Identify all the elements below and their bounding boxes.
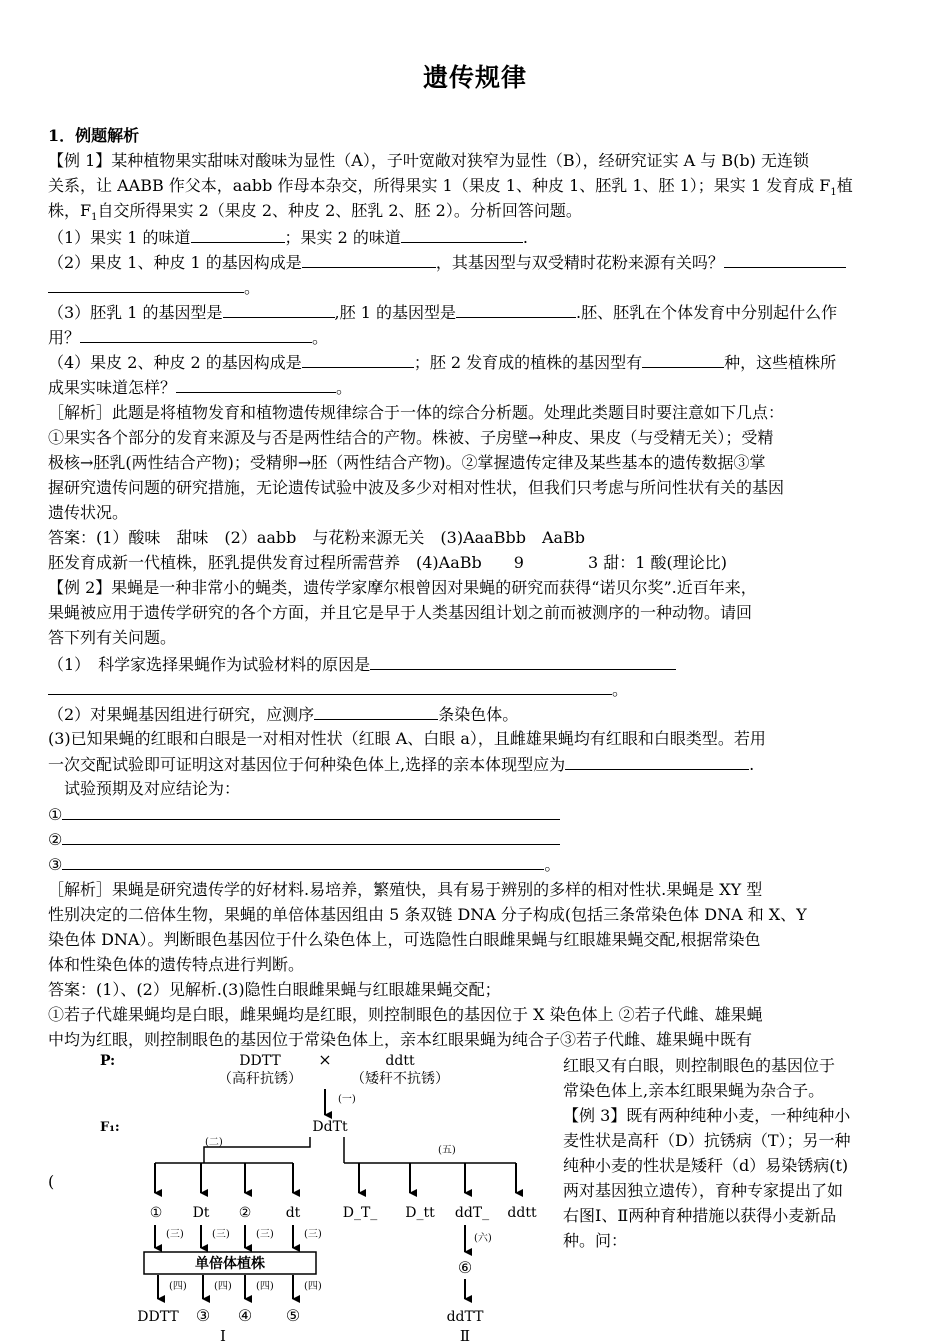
stray-parenthesis: (	[48, 1172, 55, 1191]
ex2-prediction-heading: 试验预期及对应结论为：	[48, 779, 241, 798]
ex2-conclusion-3: ③ 。	[48, 852, 906, 876]
ex3-line-5: 右图Ⅰ、Ⅱ两种育种措施以获得小麦新品	[563, 1206, 837, 1225]
step-label: (二)	[205, 1137, 223, 1148]
parent-1-phenotype: （高秆抗锈）	[218, 1071, 302, 1087]
cross-symbol: ×	[318, 1050, 332, 1069]
ex1-question-2-cont: 。	[48, 275, 906, 299]
step-label: (四)	[214, 1281, 232, 1292]
ex1-analysis-5: 遗传状况。	[48, 503, 129, 522]
step-label: (一)	[338, 1094, 356, 1105]
answer-blank[interactable]	[642, 350, 724, 368]
ex1-answer-2: 胚发育成新一代植株，胚乳提供发育过程所需营养 (4)AaBb 9 3 甜：1 酸(理论比)	[48, 553, 727, 572]
answer-blank[interactable]	[223, 300, 335, 318]
ex1-line-1: 【例 1】某种植物果实甜味对酸味为显性（A），子叶宽敞对狭窄为显性（B），经研究证实 A 与 B(b) 无连锁	[48, 151, 809, 170]
step-label: (三)	[212, 1229, 230, 1240]
ex1-analysis-4: 握研究遗传问题的研究措施，无论遗传试验中波及多少对相对性状，但我们只考虑与所问性状有关的基因	[48, 478, 785, 497]
f2-genotype: D_tt	[405, 1205, 435, 1221]
ex2-analysis-1: ［解析］果蝇是研究遗传学的好材料.易培养，繁殖快，具有易于辨别的多样的相对性状.果蝇是 XY 型	[48, 880, 763, 899]
ex1-answer-1: 答案：(1）酸味 甜味 (2）aabb 与花粉来源无关 (3)AaaBbb AaBb	[48, 528, 586, 547]
ex2-analysis-2: 性别决定的二倍体生物，果蝇的单倍体基因组由 5 条双链 DNA 分子构成(包括三条常染色体 DNA 和 X、Y	[48, 905, 807, 924]
f2-genotype: D_T_	[342, 1205, 378, 1221]
ex2-analysis-4: 体和性染色体的遗传特点进行判断。	[48, 955, 305, 974]
ex2-question-1: （1） 科学家选择果蝇作为试验材料的原因是	[48, 652, 906, 676]
f2-genotype: ddT_	[454, 1205, 490, 1221]
ex1-analysis-2: ①果实各个部分的发育来源及与否是两性结合的产物。株被、子房壁→种皮、果皮（与受精无关）；受精	[48, 428, 774, 447]
answer-blank[interactable]	[302, 250, 436, 268]
step-label: (五)	[438, 1145, 456, 1156]
answer-blank[interactable]	[80, 325, 312, 343]
page-title: 遗传规律	[422, 63, 527, 92]
parent-2-phenotype: （矮秆不抗锈）	[351, 1071, 449, 1087]
ex2-answer-2: ①若子代雄果蝇均是白眼，雌果蝇均是红眼，则控制眼色的基因位于 X 染色体上 ②若子代雌、雄果蝇	[48, 1005, 763, 1024]
answer-blank[interactable]	[48, 677, 612, 695]
step-result-six: ⑥	[457, 1258, 473, 1277]
result-label: ③	[195, 1306, 211, 1325]
answer-blank[interactable]	[48, 275, 244, 293]
ex2-analysis-3: 染色体 DNA）。判断眼色基因位于什么染色体上，可选隐性白眼雌果蝇与红眼雄果蝇交配,根据常染色	[48, 930, 761, 949]
ex3-line-3: 纯种小麦的性状是矮秆（d）易染锈病(t)	[563, 1156, 849, 1175]
parent-2-genotype: ddtt	[385, 1053, 415, 1069]
gamete-label: ②	[238, 1205, 252, 1221]
ex2-line-2: 果蝇被应用于遗传学研究的各个方面，并且它是早于人类基因组计划之前而被测序的一种动物。请回	[48, 603, 753, 622]
ex2-line-1: 【例 2】果蝇是一种非常小的蝇类，遗传学家摩尔根曾因对果蝇的研究而获得“诺贝尔奖”.近百年来，	[48, 578, 757, 597]
step-label: (三)	[256, 1229, 274, 1240]
ex1-question-3: （3）胚乳 1 的基因型是 ,胚 1 的基因型是 .胚、胚乳在个体发育中分别起什么作	[48, 300, 906, 324]
ex1-question-1: （1）果实 1 的味道 ；果实 2 的味道 .	[48, 225, 906, 249]
step-label: (三)	[304, 1229, 322, 1240]
ex2-question-3-cont: 一次交配试验即可证明这对基因位于何种染色体上,选择的亲本体现型应为 .	[48, 752, 906, 776]
result-genotype: ddTT	[446, 1309, 484, 1325]
method-label-ii: Ⅱ	[459, 1327, 471, 1344]
ex1-analysis-1: ［解析］此题是将植物发育和植物遗传规律综合于一体的综合分析题。处理此类题目时要注意如下几点：	[48, 403, 785, 422]
ex1-analysis-3: 极核→胚乳(两性结合产物)；受精卵→胚（两性结合产物)。②掌握遗传定律及某些基本的遗传数据③掌	[48, 453, 766, 472]
step-label: (四)	[256, 1281, 274, 1292]
answer-blank[interactable]	[565, 752, 749, 770]
answer-blank[interactable]	[724, 250, 846, 268]
ex3-line-4: 两对基因独立遗传），育种专家提出了如	[563, 1181, 844, 1200]
answer-blank[interactable]	[191, 225, 285, 243]
answer-blank[interactable]	[370, 652, 676, 670]
answer-blank[interactable]	[401, 225, 523, 243]
parent-1-genotype: DDTT	[239, 1053, 281, 1069]
ex2-line-3: 答下列有关问题。	[48, 628, 177, 647]
f1-generation-label: F₁:	[100, 1120, 120, 1135]
breeding-diagram	[40, 1045, 560, 1344]
step-label: (六)	[474, 1233, 492, 1244]
step-label: (三)	[166, 1229, 184, 1240]
ex1-question-4-cont: 成果实味道怎样？ 。	[48, 375, 906, 399]
ex2-question-3: (3)已知果蝇的红眼和白眼是一对相对性状（红眼 A、白眼 a），且雌雄果蝇均有红眼和白眼类型。若用	[48, 729, 766, 748]
gamete-label: Dt	[192, 1205, 210, 1221]
ex1-line-2: 关系，让 AABB 作父本，aabb 作母本杂交，所得果实 1（果皮 1、种皮 1、胚乳 1、胚 1）；果实 1 发育成 $F_1$植	[48, 176, 853, 198]
ex1-question-4: （4）果皮 2、种皮 2 的基因构成是 ；胚 2 发育成的植株的基因型有 种，这些植株所	[48, 350, 906, 374]
ex3-line-6: 种。问：	[563, 1231, 628, 1250]
ex2-question-2: （2）对果蝇基因组进行研究，应测序 条染色体。	[48, 702, 906, 726]
ex2-answer-5: 常染色体上,亲本红眼果蝇为杂合子。	[563, 1081, 825, 1100]
f1-genotype: DdTt	[312, 1119, 348, 1135]
method-label-i: Ⅰ	[220, 1327, 226, 1344]
ex2-answer-3: 中均为红眼，则控制眼色的基因位于常染色体上，亲本红眼果蝇为纯合子③若子代雌、雄果蝇中既有	[48, 1030, 753, 1049]
answer-blank[interactable]	[62, 802, 560, 820]
step-label: (四)	[304, 1281, 322, 1292]
ex1-question-2: （2）果皮 1、种皮 1 的基因构成是 ，其基因型与双受精时花粉来源有关吗？	[48, 250, 906, 274]
answer-blank[interactable]	[62, 852, 544, 870]
ex3-line-1: 【例 3】既有两种纯种小麦，一种纯种小	[563, 1106, 851, 1125]
ex1-line-3: 株，$F_1$自交所得果实 2（果皮 2、种皮 2、胚乳 2、胚 2）。分析回答问题。	[48, 201, 582, 223]
ex2-conclusion-2: ②	[48, 827, 906, 851]
ex2-question-1-cont: 。	[48, 677, 906, 701]
haploid-plant-label: 单倍体植株	[195, 1256, 265, 1272]
answer-blank[interactable]	[62, 827, 560, 845]
answer-blank[interactable]	[456, 300, 576, 318]
ex2-conclusion-1: ①	[48, 802, 906, 826]
result-label: ⑤	[285, 1306, 301, 1325]
f2-genotype: ddtt	[507, 1205, 537, 1221]
step-label: (四)	[169, 1281, 187, 1292]
ex3-line-2: 麦性状是高秆（D）抗锈病（T）；另一种	[563, 1131, 851, 1150]
answer-blank[interactable]	[176, 375, 336, 393]
section-heading: 1．例题解析	[48, 126, 140, 145]
ex1-question-3-cont: 用？ 。	[48, 325, 906, 349]
result-genotype: DDTT	[137, 1309, 179, 1325]
ex2-answer-1: 答案：(1）、(2）见解析.(3)隐性白眼雌果蝇与红眼雄果蝇交配；	[48, 980, 501, 999]
ex2-answer-4: 红眼又有白眼，则控制眼色的基因位于	[563, 1056, 836, 1075]
answer-blank[interactable]	[302, 350, 414, 368]
gamete-label: ①	[149, 1205, 163, 1221]
gamete-label: dt	[285, 1205, 301, 1221]
p-generation-label: P:	[100, 1053, 116, 1069]
answer-blank[interactable]	[314, 702, 438, 720]
result-label: ④	[237, 1306, 253, 1325]
